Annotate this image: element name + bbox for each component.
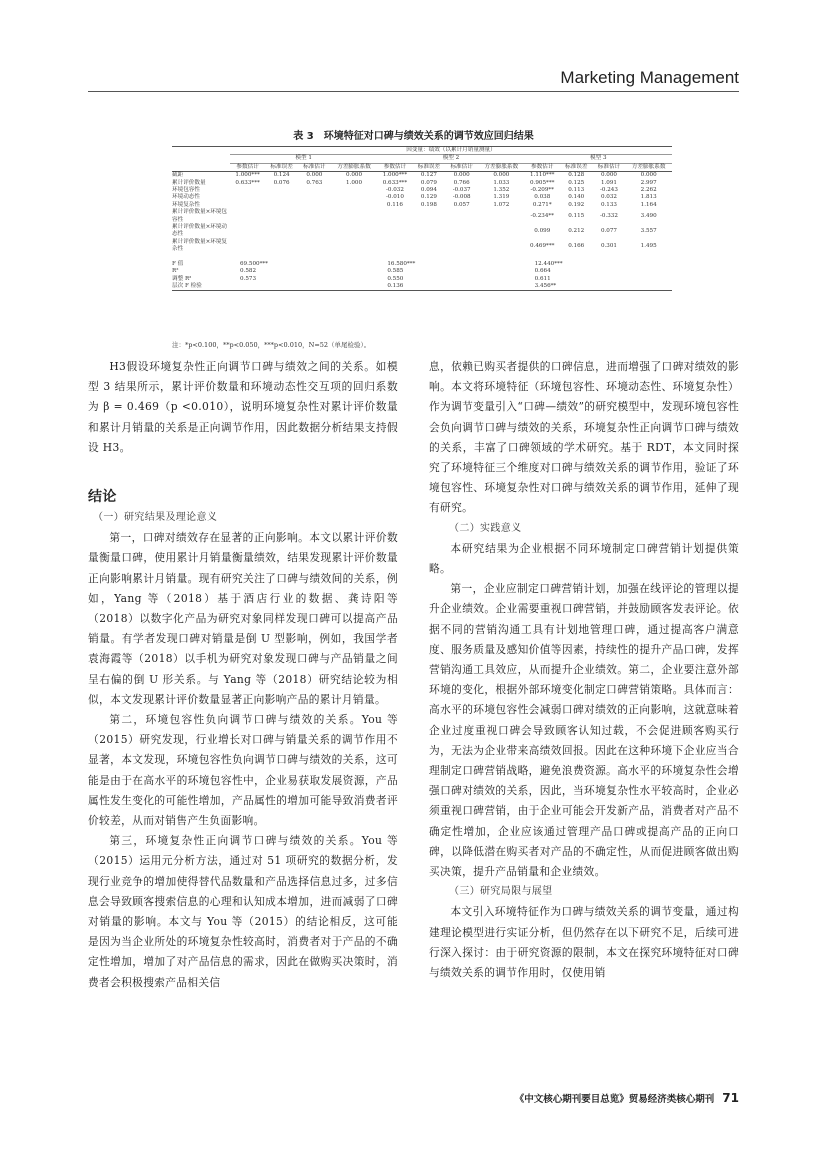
table-note: 注：*p<0.100，**p<0.050，***p<0.010，N=52（单尾检验）。 xyxy=(172,341,371,349)
table-cell xyxy=(413,209,446,224)
fit-rows xyxy=(172,254,672,291)
subsection-heading: （三）研究局限与展望 xyxy=(449,886,553,898)
regression-table xyxy=(172,146,672,291)
table-cell: 0.133 xyxy=(600,201,617,208)
table-cell: -0.032 xyxy=(385,187,404,194)
row-label: 环境包容性 xyxy=(172,187,200,194)
table-cell xyxy=(413,239,446,254)
table-cell: -0.037 xyxy=(452,187,471,194)
header-divider xyxy=(88,91,739,92)
table-cell: 0.077 xyxy=(600,227,617,234)
table-row xyxy=(172,202,672,209)
paragraph: 第二，环境包容性负向调节口碑与绩效的关系。You 等（2015）研究发现，行业增长对口碑与销量关系的调节作用不显著，本文发现，环境包容性负向调节口碑与绩效的关系，这可能是由于在高水平的环境包容性中，企业易获取发展资源，产品属性发生变化的可能性增加，产品属性的增加可能导致消费者评价较差，从而对销售产生负面影响。 xyxy=(88,713,398,828)
row-label: 累计评价数量×环境包容性 xyxy=(172,209,228,223)
table-cell: 0.469*** xyxy=(530,242,555,249)
table-cell xyxy=(445,239,478,254)
table-cell xyxy=(230,224,265,239)
subsection-heading: （一）研究结果及理论意义 xyxy=(93,512,218,524)
table-cell: 1.000*** xyxy=(382,172,408,179)
model-2-header: 模型 2 xyxy=(377,155,524,163)
table-cell xyxy=(331,187,378,194)
table-cell xyxy=(331,202,378,209)
table-row xyxy=(172,209,672,224)
table-cell xyxy=(230,283,377,291)
table-cell xyxy=(265,202,298,209)
table-cell xyxy=(298,187,331,194)
table-cell: 0.099 xyxy=(534,227,551,234)
table-cell xyxy=(230,194,265,201)
dependent-variable: 因变量：绩效（以累计月销量测量） xyxy=(230,147,672,155)
table-cell xyxy=(331,194,378,201)
table-cell xyxy=(230,202,265,209)
column-subheader: 标准估计 xyxy=(450,163,473,170)
table-cell: 0.000 xyxy=(453,172,470,179)
table-cell xyxy=(478,224,525,239)
table-cell: 1.495 xyxy=(640,242,657,249)
table-cell: 0.076 xyxy=(273,179,290,186)
table-cell xyxy=(445,209,478,224)
table-cell xyxy=(298,239,331,254)
table-cell: 1.164 xyxy=(640,201,657,208)
coefficient-rows xyxy=(172,172,672,254)
table-cell: 0.057 xyxy=(453,201,470,208)
fit-row xyxy=(172,276,672,283)
table-cell xyxy=(478,209,525,224)
column-subheaders xyxy=(172,163,672,171)
table-cell: -0.243 xyxy=(600,187,618,194)
table-cell: 0.136 xyxy=(387,282,404,289)
page-footer xyxy=(515,1091,739,1105)
table-cell: 3.456** xyxy=(534,282,557,289)
row-label: 累计评价数量×环境动态性 xyxy=(172,224,228,238)
section-heading: 结论 xyxy=(88,489,117,506)
paragraph: H3假设环境复杂性正向调节口碑与绩效之间的关系。如模型 3 结果所示，累计评价数量和环境动态性交互项的回归系数为 β = 0.469（p <0.010），说明环境复杂性对累计评价数量和累计月销量的关系是正向调节作用，因此数据分析结果支持假设 H3。 xyxy=(88,360,398,454)
table-cell: 1.813 xyxy=(640,194,657,201)
fit-row xyxy=(172,261,672,268)
journal-name: 《中文核心期刊要目总览》贸易经济类核心期刊 xyxy=(514,1094,715,1105)
row-label: 环境复杂性 xyxy=(172,201,200,208)
table-cell: 0.115 xyxy=(568,212,585,219)
table-cell: 0.000 xyxy=(600,172,617,179)
table-cell: 0.633*** xyxy=(235,179,260,186)
column-subheader: 标准误差 xyxy=(270,163,293,170)
table-cell: 1.072 xyxy=(493,201,510,208)
table-cell xyxy=(265,239,298,254)
table-cell: 0.198 xyxy=(420,201,437,208)
column-subheader: 参数估计 xyxy=(531,163,554,170)
table-cell: 0.766 xyxy=(453,179,470,186)
column-subheader: 方差膨胀系数 xyxy=(631,163,666,170)
table-cell: 0.301 xyxy=(600,242,617,249)
table-row xyxy=(172,187,672,194)
table-cell: 1.110*** xyxy=(530,172,555,179)
table-cell: 0.000 xyxy=(640,172,657,179)
table-cell: 0.128 xyxy=(568,172,585,179)
row-label: 累计评价数量×环境复杂性 xyxy=(172,238,228,253)
paragraph: 息，依赖已购买者提供的口碑信息，进而增强了口碑对绩效的影响。本文将环境特征（环境包容性、环境动态性、环境复杂性）作为调节变量引入“口碑—绩效”的研究模型中，发现环境包容性会负向调节口碑与绩效的关系，环境复杂性正向调节口碑与绩效的关系，丰富了口碑领域的学术研究。基于 RDT，本文同时探究了环境特征三个维度对口碑与绩效关系的调节作用，验证了环境包容性、环境复杂性对口碑与绩效关系的调节作用，延伸了现有研究。 xyxy=(429,360,739,515)
table-caption: 表 3 环境特征对口碑与绩效关系的调节效应回归结果 xyxy=(293,131,534,142)
table-cell: 0.079 xyxy=(420,179,437,186)
table-cell: 3.490 xyxy=(640,212,657,219)
left-column xyxy=(88,357,398,993)
table-cell xyxy=(331,209,378,224)
table-cell: 1.352 xyxy=(493,187,510,194)
table-row xyxy=(172,239,672,254)
table-cell xyxy=(230,187,265,194)
table-cell: 0.032 xyxy=(600,194,617,201)
model-1-header: 模型 1 xyxy=(230,155,377,163)
paragraph: 第三，环境复杂性正向调节口碑与绩效的关系。You 等（2015）运用元分析方法，通过对 51 项研究的数据分析，发现行业竞争的增加使得替代品数量和产品选择信息过多，过多信息会导致顾客搜索信息的心理和认知成本增加，进而减弱了口碑对销量的影响。本文与 You 等（2015）的结论相反，这可能是因为当企业所处的环境复杂性较高时，消费者对于产品的不确定性增加，增加了对产品信息的需求，因此在做购买决策时，消费者会积极搜索产品相关信 xyxy=(88,834,398,989)
paragraph: 第一，口碑对绩效存在显著的正向影响。本文以累计评价数量衡量口碑，使用累计月销量衡量绩效，结果发现累计评价数量正向影响累计月销量。现有研究关注了口碑与绩效间的关系，例如，Yang 等（2018）基于酒店行业的数据、龚诗阳等（2018）以数字化产品为研究对象同样发现口碑可以提高产品销量。有学者发现口碑对销量是倒 U 型影响，例如，我国学者袁海霞等（2018）以手机为研究对象发现口碑与产品销量之间呈右偏的倒 U 形关系。与 Yang 等（2018）研究结论较为相似，本文发现累计评价数量显著正向影响产品的累计月销量。 xyxy=(88,531,398,706)
table-cell: 1.319 xyxy=(493,194,510,201)
table-cell: 0.038 xyxy=(534,194,551,201)
table-cell: 1.091 xyxy=(600,179,617,186)
table-cell: 0.166 xyxy=(568,242,585,249)
table-cell: 0.573 xyxy=(240,275,257,282)
row-label: F 值 xyxy=(172,260,184,267)
table-cell: 0.000 xyxy=(493,172,510,179)
table-cell xyxy=(265,187,298,194)
table-row xyxy=(172,180,672,187)
table-cell: 0.127 xyxy=(420,172,437,179)
table-cell xyxy=(298,202,331,209)
table-cell xyxy=(298,194,331,201)
table-cell: 0.116 xyxy=(386,201,403,208)
page-number: 71 xyxy=(722,1091,739,1105)
row-label: 累计评价数量 xyxy=(172,179,206,186)
model-3-header: 模型 3 xyxy=(525,155,672,163)
table-cell xyxy=(230,239,265,254)
table-cell xyxy=(265,194,298,201)
table-cell: 1.000 xyxy=(346,179,363,186)
table-cell: -0.010 xyxy=(385,194,404,201)
table-cell: 69.500*** xyxy=(240,260,268,267)
table-cell xyxy=(265,209,298,224)
table-cell: 2.997 xyxy=(640,179,657,186)
fit-row xyxy=(172,268,672,275)
table-cell xyxy=(377,224,412,239)
table-cell: 0.094 xyxy=(420,187,437,194)
table-cell: -0.209** xyxy=(530,187,554,194)
table-cell: 0.271* xyxy=(532,201,552,208)
table-cell: 0.550 xyxy=(387,275,404,282)
table-cell: 2.262 xyxy=(640,187,657,194)
table-cell: 0.140 xyxy=(568,194,585,201)
table-cell: 0.633*** xyxy=(382,179,408,186)
table-cell: 1.000*** xyxy=(235,172,260,179)
table-cell: 0.212 xyxy=(568,227,585,234)
table-cell: 0.611 xyxy=(534,275,551,282)
spacer-row xyxy=(172,254,672,261)
subsection-heading: （二）实践意义 xyxy=(449,522,522,534)
table-cell: 0.763 xyxy=(306,179,323,186)
table-cell: 0.585 xyxy=(387,268,404,275)
column-subheader: 参数估计 xyxy=(236,163,259,170)
table-cell xyxy=(478,239,525,254)
table-cell xyxy=(298,224,331,239)
right-column xyxy=(429,357,739,983)
table-cell xyxy=(265,224,298,239)
table-cell: 3.557 xyxy=(640,227,657,234)
table-cell xyxy=(377,239,412,254)
table-row xyxy=(172,172,672,180)
table-cell: 0.582 xyxy=(240,268,257,275)
column-subheader: 方差膨胀系数 xyxy=(484,163,519,170)
column-subheader: 标准估计 xyxy=(303,163,326,170)
table-cell: 12.440*** xyxy=(534,260,563,267)
section-title: Marketing Management xyxy=(560,68,739,87)
table-cell: 16.580*** xyxy=(387,260,416,267)
table-cell: 0.000 xyxy=(346,172,363,179)
row-label: R² xyxy=(172,268,179,275)
table-cell: 0.124 xyxy=(273,172,290,179)
row-label: 环境动态性 xyxy=(172,194,200,201)
column-subheader: 方差膨胀系数 xyxy=(337,163,371,170)
paragraph: 本研究结果为企业根据不同环境制定口碑营销计划提供策略。 xyxy=(429,541,739,576)
table-cell: 0.113 xyxy=(568,187,585,194)
row-label: 截距 xyxy=(172,172,184,179)
table-cell: -0.234** xyxy=(530,212,554,219)
table-cell: -0.008 xyxy=(452,194,471,201)
paragraph: 第一，企业应制定口碑营销计划，加强在线评论的管理以提升企业绩效。企业需要重视口碑营销，并鼓励顾客发表评论。依据不同的营销沟通工具有计划地管理口碑，通过提高客户满意度、服务质量及感知价值等因素，持续性的提升产品口碑，发挥营销沟通工具效应，从而提升企业绩效。第二，企业要注意外部环境的变化，根据外部环境变化制定口碑营销策略。具体而言：高水平的环境包容性会减弱口碑对绩效的正向影响，这就意味着企业过度重视口碑会导致顾客认知过载，不会促进顾客购买行为，无法为企业带来高绩效回报。因此在这种环境下企业应当合理制定口碑营销战略，避免浪费资源。高水平的环境复杂性会增强口碑对绩效的关系，因此，当环境复杂性水平较高时，企业必须重视口碑营销，由于企业可能会开发新产品，消费者对产品不确定性增加，企业应该通过管理产品口碑或提高产品的正向口碑，以降低潜在购买者对产品的不确定性，从而促进顾客做出购买决策，提升产品销量和企业绩效。 xyxy=(429,582,739,879)
table-cell: 0.000 xyxy=(306,172,323,179)
table-cell: 0.905*** xyxy=(530,179,555,186)
table-cell: -0.332 xyxy=(600,212,618,219)
column-subheader: 标准误差 xyxy=(565,163,588,170)
table-cell: 0.129 xyxy=(420,194,437,201)
row-label: 调整 R² xyxy=(172,275,192,282)
table-cell xyxy=(445,224,478,239)
table-cell: 0.192 xyxy=(568,201,585,208)
table-cell xyxy=(331,239,378,254)
row-label: 层次 F 检验 xyxy=(172,282,202,289)
column-subheader: 参数估计 xyxy=(383,163,407,170)
table-cell xyxy=(413,224,446,239)
table-cell xyxy=(377,209,412,224)
table-cell: 0.125 xyxy=(568,179,585,186)
table-row xyxy=(172,224,672,239)
table-cell xyxy=(298,209,331,224)
table-cell xyxy=(230,209,265,224)
paragraph: 本文引入环境特征作为口碑与绩效关系的调节变量，通过构建理论模型进行实证分析，但仍然存在以下研究不足，后续可进行深入探讨：由于研究资源的限制，本文在探究环境特征对口碑与绩效关系的调节作用时，仅使用销 xyxy=(429,905,739,980)
fit-row xyxy=(172,283,672,291)
table-cell xyxy=(331,224,378,239)
column-subheader: 标准估计 xyxy=(597,163,621,170)
table-row xyxy=(172,194,672,201)
table-cell: 0.664 xyxy=(534,268,551,275)
table-cell: 1.033 xyxy=(493,179,510,186)
column-subheader: 标准误差 xyxy=(417,163,441,170)
